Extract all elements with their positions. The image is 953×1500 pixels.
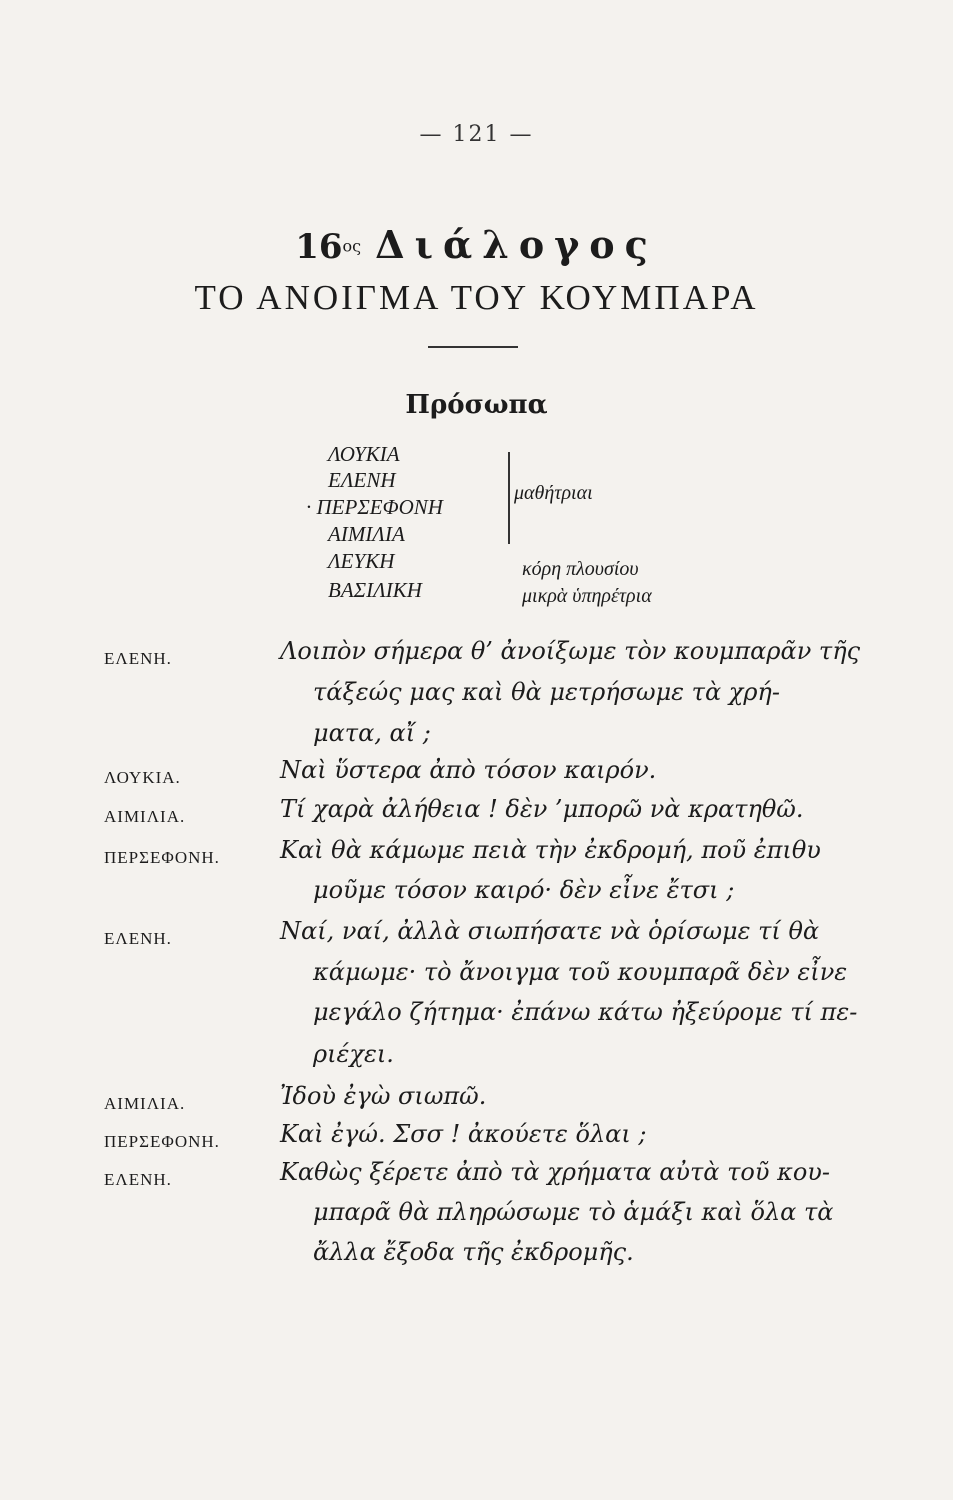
line-text: Ναί, ναί, ἀλλὰ σιωπήσατε νὰ ὁρίσωμε τί θὰ <box>280 917 820 945</box>
line-text: Καθὼς ξέρετε ἀπὸ τὰ χρήματα αὐτὰ τοῦ κου- <box>280 1158 830 1186</box>
line-text: μοῦμε τόσον καιρό· δὲν εἶνε ἔτσι ; <box>313 876 735 904</box>
speaker-name: ΠΕΡΣΕΦΟΝΗ. <box>104 848 220 867</box>
dialogue-number: 16 <box>295 227 343 267</box>
dialogue-line <box>0 836 953 880</box>
cast-role: μικρὰ ὑπηρέτρια <box>522 585 652 607</box>
cast-heading: Πρόσωπα <box>405 390 548 420</box>
line-text: ματα, αἴ ; <box>313 719 431 747</box>
dialogue-word: Διάλογος <box>375 222 658 267</box>
cast-member: ΒΑΣΙΛΙΚΗ <box>328 578 422 602</box>
cast-member: ΛΟΥΚΙΑ <box>328 442 400 466</box>
dialogue-line <box>0 1158 953 1202</box>
cast-member: ΕΛΕΝΗ <box>328 468 396 492</box>
title-divider <box>428 346 518 348</box>
dialogue-line <box>0 998 953 1042</box>
cast-brace <box>508 452 510 544</box>
line-text: Καὶ θὰ κάμωμε πειὰ τὴν ἐκδρομή, ποῦ ἐπιθυ <box>280 836 821 864</box>
dialogue-heading <box>0 222 953 267</box>
speaker-name: ΛΟΥΚΙΑ. <box>104 768 181 787</box>
speaker-name: ΑΙΜΙΛΙΑ. <box>104 807 186 826</box>
dialogue-line <box>0 637 953 681</box>
dialogue-number-suffix: ος <box>342 236 362 256</box>
speaker-name: ΕΛΕΝΗ. <box>104 649 172 668</box>
speaker-name: ΠΕΡΣΕΦΟΝΗ. <box>104 1132 220 1151</box>
line-text: Λοιπὸν σήμερα θ’ ἀνοίξωμε τὸν κουμπαρᾶν τῆς <box>280 637 861 665</box>
line-text: μπαρᾶ θὰ πληρώσωμε τὸ ἁμάξι καὶ ὅλα τὰ <box>313 1198 834 1226</box>
line-text: τάξεώς μας καὶ θὰ μετρήσωμε τὰ χρή- <box>313 678 780 706</box>
speaker-name: ΑΙΜΙΛΙΑ. <box>104 1094 186 1113</box>
dialogue-line <box>0 1198 953 1242</box>
cast-member: ΛΕΥΚΗ <box>328 549 395 573</box>
play-title: ΤΟ ΑΝΟΙΓΜΑ ΤΟΥ ΚΟΥΜΠΑΡΑ <box>194 278 759 317</box>
line-text: Καὶ ἐγώ. Σσσ ! ἀκούετε ὅλαι ; <box>280 1120 647 1148</box>
dialogue-line <box>0 917 953 961</box>
page-number: — 121 — <box>419 122 534 147</box>
speaker-name: ΕΛΕΝΗ. <box>104 1170 172 1189</box>
line-text: ἄλλα ἔξοδα τῆς ἐκδρομῆς. <box>313 1238 634 1266</box>
dialogue-line <box>0 1238 953 1282</box>
dialogue-line <box>0 876 953 920</box>
cast-role: κόρη πλουσίου <box>522 558 639 580</box>
dialogue-line <box>0 1040 953 1084</box>
line-text: Ἰδοὺ ἐγὼ σιωπῶ. <box>280 1082 487 1110</box>
line-text: κάμωμε· τὸ ἄνοιγμα τοῦ κουμπαρᾶ δὲν εἶνε <box>313 958 848 986</box>
dialogue-line <box>0 678 953 722</box>
line-text: Ναὶ ὕστερα ἀπὸ τόσον καιρόν. <box>280 756 657 784</box>
dialogue-line <box>0 756 953 800</box>
dialogue-line <box>0 958 953 1002</box>
line-text: Τί χαρὰ ἀλήθεια ! δὲν ’μπορῶ νὰ κρατηθῶ. <box>280 795 804 823</box>
dialogue-line <box>0 795 953 839</box>
line-text: ριέχει. <box>313 1040 394 1068</box>
speaker-name: ΕΛΕΝΗ. <box>104 929 172 948</box>
cast-group-role: μαθήτριαι <box>514 482 593 504</box>
cast-member: · ΠΕΡΣΕΦΟΝΗ <box>306 495 443 519</box>
cast-member: ΑΙΜΙΛΙΑ <box>328 522 405 546</box>
line-text: μεγάλο ζήτημα· ἐπάνω κάτω ἠξεύρομε τί πε- <box>313 998 858 1026</box>
